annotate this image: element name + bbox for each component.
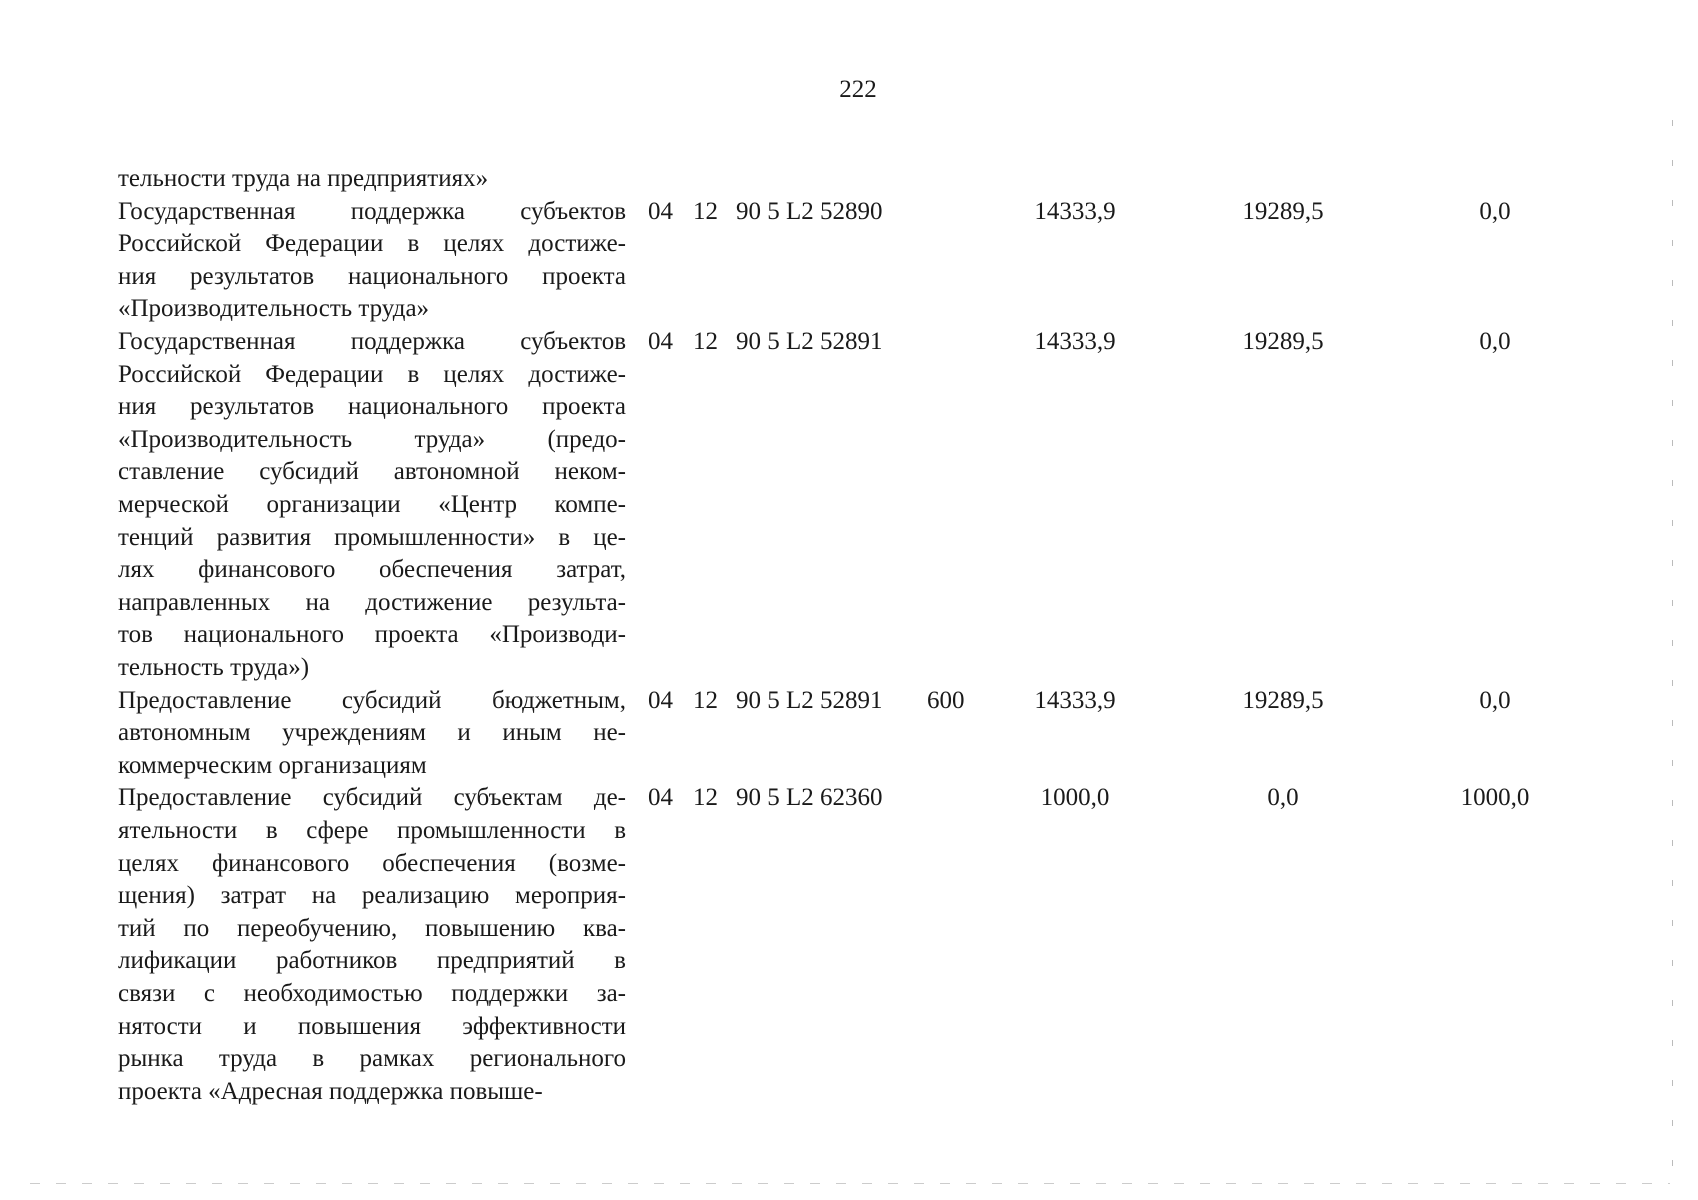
description-line: рынка труда в рамках регионального — [118, 1045, 626, 1073]
row-description — [118, 163, 626, 196]
amount-year-3: 0,0 — [1479, 686, 1511, 714]
description-line: тенций развития промышленности» в це- — [118, 523, 626, 551]
description-line: целях финансового обеспечения (возме- — [118, 849, 626, 877]
description-line: направленных на достижение результа- — [118, 588, 626, 616]
row-description — [118, 782, 626, 1108]
description-line: тов национального проекта «Производи- — [118, 621, 626, 649]
amount-year-1: 14333,9 — [1034, 328, 1116, 355]
description-line: ставление субсидий автономной неком- — [118, 458, 626, 486]
description-line: Российской Федерации в целях достиже- — [118, 230, 626, 258]
description-line: «Производительность труда» (предо- — [118, 425, 626, 453]
description-line: лях финансового обеспечения затрат, — [118, 556, 626, 584]
page-number: 222 — [839, 76, 877, 103]
amount-year-1: 1000,0 — [1040, 784, 1110, 812]
section-code: 04 — [648, 784, 673, 812]
row-description — [118, 685, 626, 783]
amount-year-1: 14333,9 — [1034, 686, 1116, 714]
description-line: нятости и повышения эффективности — [118, 1012, 626, 1040]
section-code: 04 — [648, 197, 673, 225]
target-article-code: 90 5 L2 62360 — [736, 784, 883, 812]
amount-year-2: 19289,5 — [1242, 197, 1324, 225]
description-line: тий по переобучению, повышению ква- — [118, 914, 626, 942]
description-line: лификации работников предприятий в — [118, 947, 626, 975]
description-line: мерческой организации «Центр компе- — [118, 490, 626, 518]
amount-year-1: 14333,9 — [1034, 197, 1116, 225]
description-line: ния результатов национального проекта — [118, 262, 626, 290]
description-line: связи с необходимостью поддержки за- — [118, 979, 626, 1007]
description-line: Государственная поддержка субъектов — [118, 328, 626, 355]
amount-year-2: 19289,5 — [1242, 328, 1324, 355]
description-line: проекта «Адресная поддержка повыше- — [118, 1077, 543, 1105]
expense-type-code: 600 — [927, 686, 965, 714]
description-line: автономным учреждениям и иным не- — [118, 719, 626, 747]
description-line: ния результатов национального проекта — [118, 393, 626, 421]
scan-edge-line — [1672, 120, 1673, 1185]
description-line: щения) затрат на реализацию мероприя- — [118, 882, 626, 910]
description-line: Предоставление субсидий бюджетным, — [118, 686, 626, 714]
subsection-code: 12 — [693, 784, 718, 812]
subsection-code: 12 — [693, 197, 718, 225]
amount-year-3: 0,0 — [1479, 197, 1511, 225]
amount-year-3: 0,0 — [1479, 328, 1511, 355]
target-article-code: 90 5 L2 52891 — [736, 686, 883, 714]
amount-year-3: 1000,0 — [1460, 784, 1530, 812]
amount-year-2: 0,0 — [1267, 784, 1299, 812]
description-line: тельности труда на предприятиях» — [118, 165, 489, 192]
target-article-code: 90 5 L2 52891 — [736, 328, 883, 355]
description-line: «Производительность труда» — [118, 295, 430, 323]
description-line: Предоставление субсидий субъектам де- — [118, 784, 626, 812]
scan-bottom-line — [30, 1183, 1670, 1184]
section-code: 04 — [648, 686, 673, 714]
subsection-code: 12 — [693, 328, 718, 355]
amount-year-2: 19289,5 — [1242, 686, 1324, 714]
row-description — [118, 196, 626, 326]
description-line: тельность труда») — [118, 653, 310, 681]
description-line: Государственная поддержка субъектов — [118, 197, 626, 225]
description-line: коммерческим организациям — [118, 751, 427, 779]
section-code: 04 — [648, 328, 673, 355]
target-article-code: 90 5 L2 52890 — [736, 197, 883, 225]
subsection-code: 12 — [693, 686, 718, 714]
description-line: Российской Федерации в целях достиже- — [118, 360, 626, 388]
description-line: ятельности в сфере промышленности в — [118, 816, 626, 844]
row-description — [118, 326, 626, 685]
